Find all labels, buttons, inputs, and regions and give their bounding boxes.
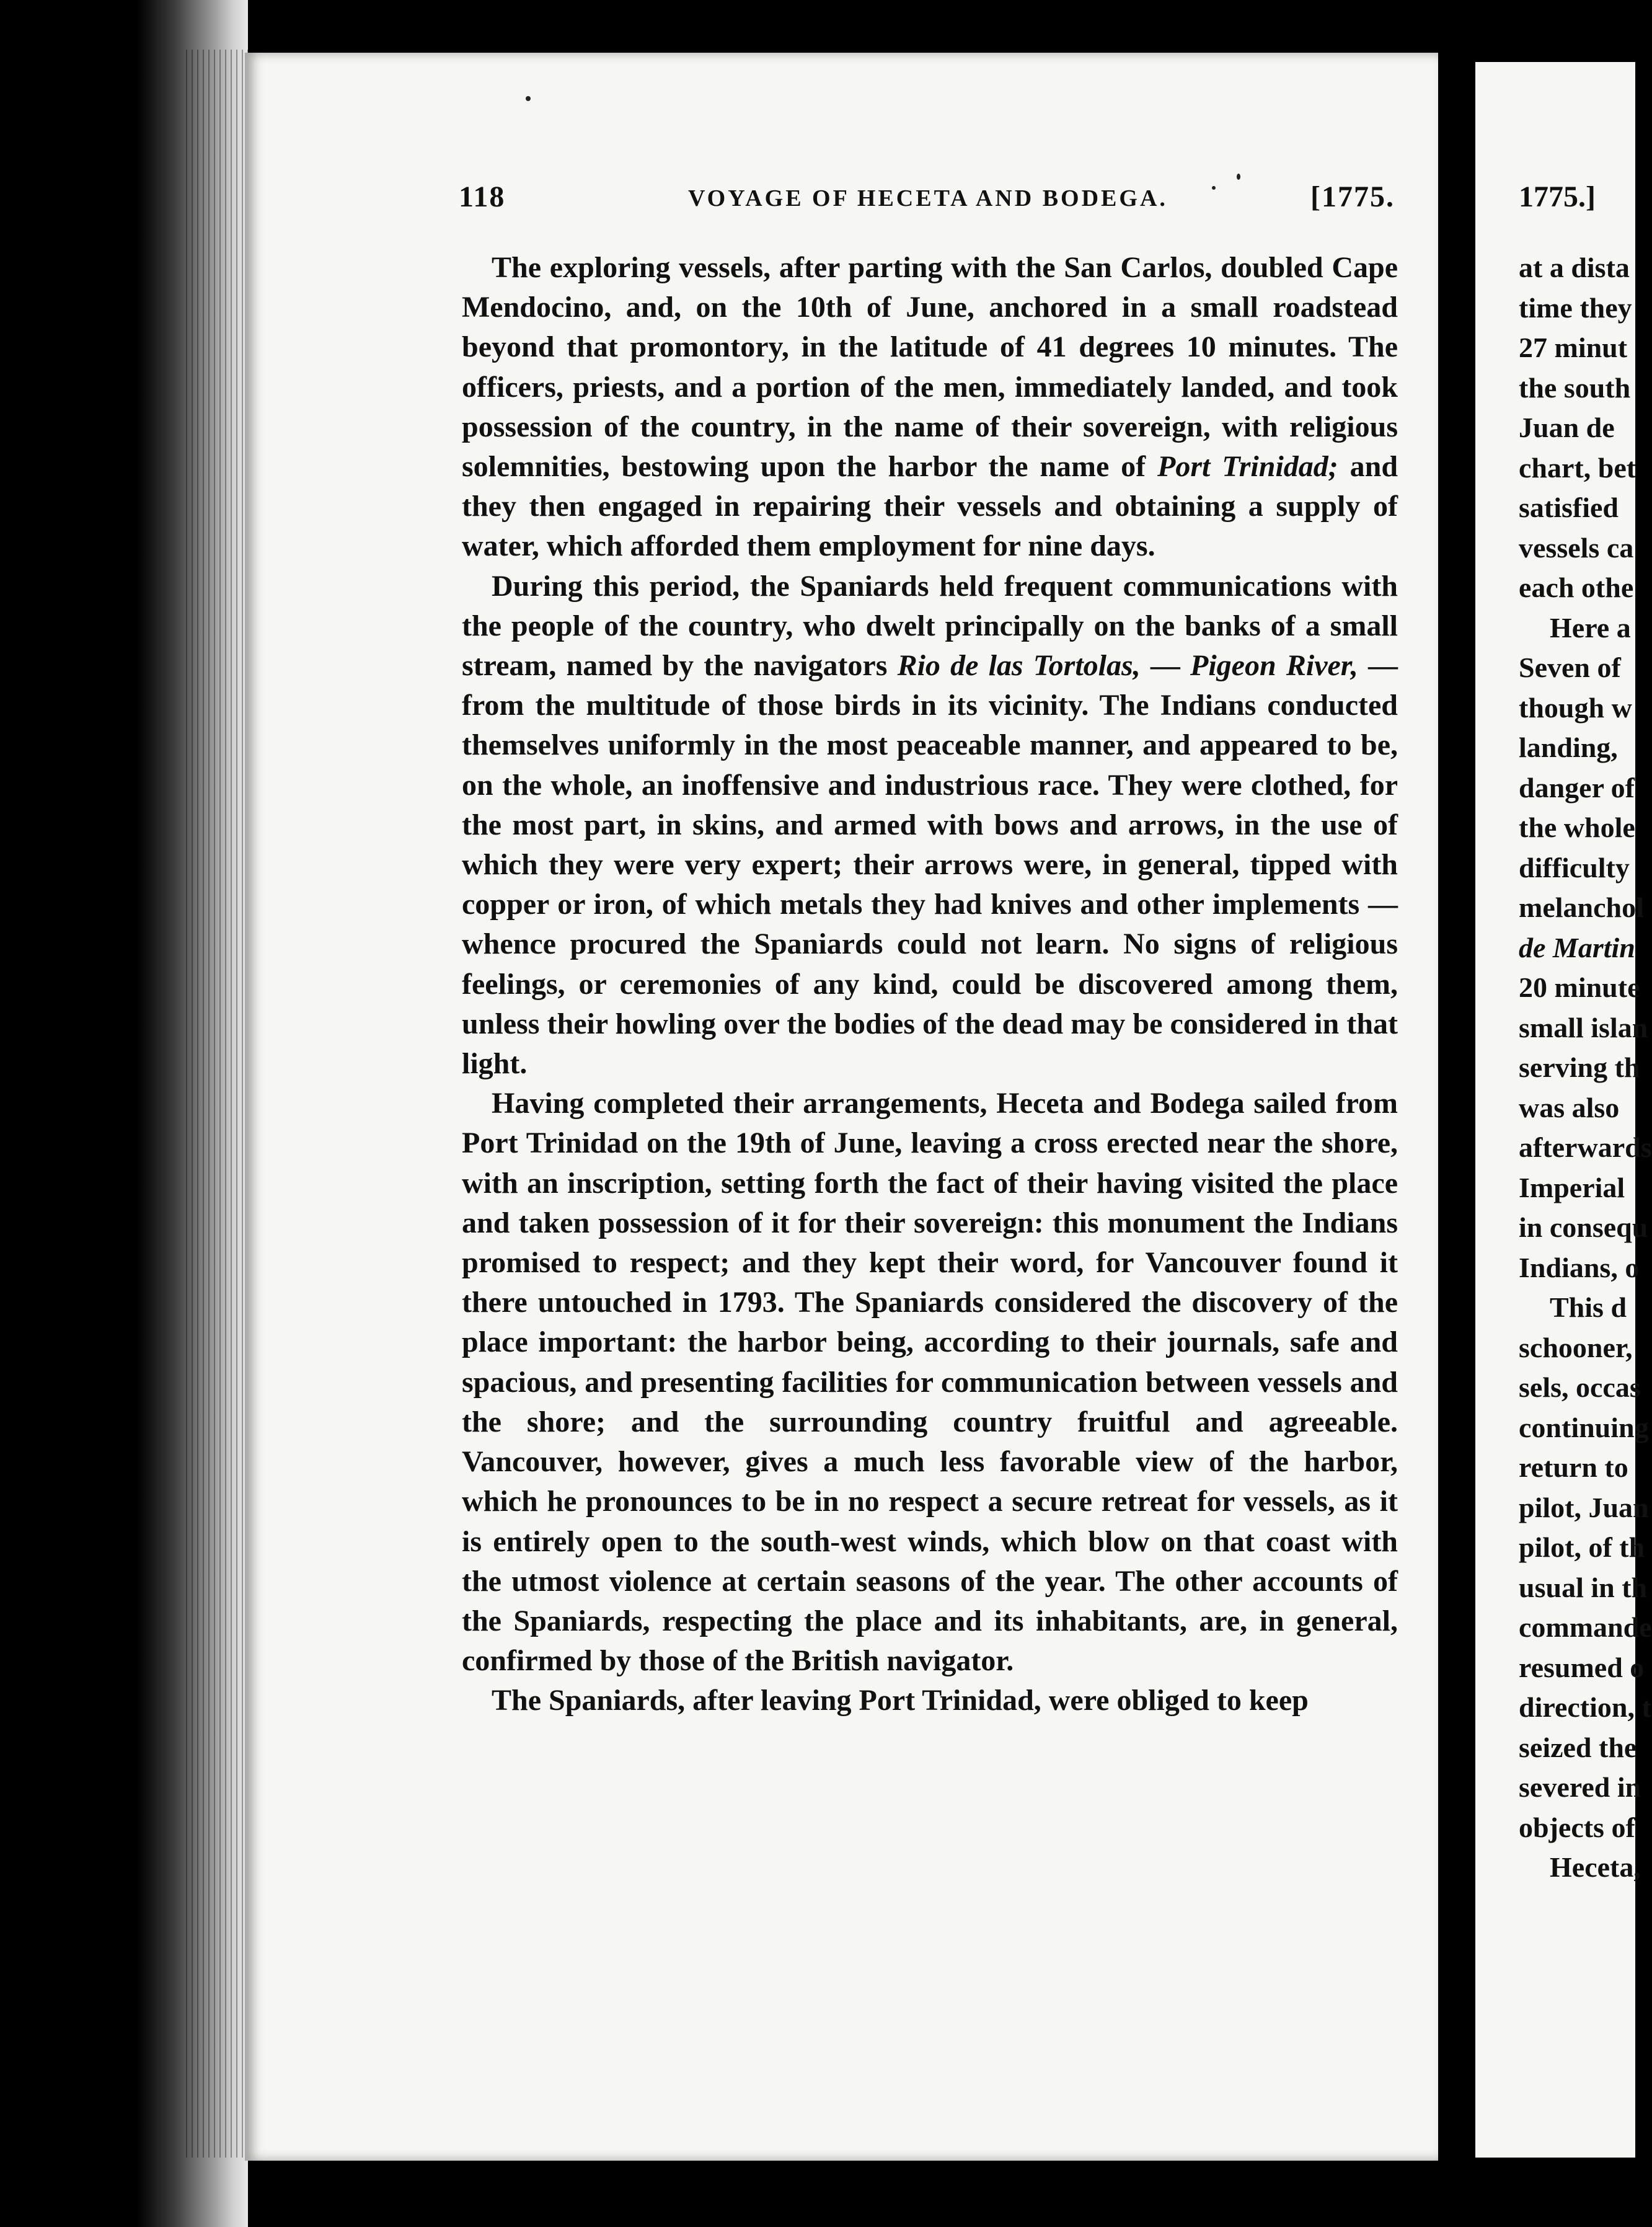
paragraph bbox=[462, 1681, 1398, 1720]
right-page-line: time they bbox=[1519, 291, 1632, 324]
header-year: [1775. bbox=[1310, 180, 1395, 213]
right-page-line: This d bbox=[1550, 1291, 1627, 1323]
speck bbox=[1212, 186, 1216, 190]
paragraph bbox=[462, 1084, 1398, 1681]
right-page-line: Indians, o bbox=[1519, 1251, 1640, 1283]
right-page-line: danger of bbox=[1519, 771, 1635, 804]
speck bbox=[1237, 174, 1240, 180]
right-page-line: afterwards bbox=[1519, 1131, 1652, 1163]
right-page-line: continuing bbox=[1519, 1411, 1649, 1443]
italic-text: Pigeon River, bbox=[1190, 649, 1358, 683]
right-page-line: difficulty bbox=[1519, 851, 1630, 883]
right-page-line: Heceta, bbox=[1550, 1851, 1641, 1883]
right-page-line: 27 minut bbox=[1519, 332, 1628, 363]
right-page-line: each othe bbox=[1519, 572, 1634, 603]
right-page-line: seized the bbox=[1519, 1731, 1637, 1763]
right-page-line: vessels ca bbox=[1519, 531, 1634, 564]
right-page-line: Juan de bbox=[1519, 412, 1615, 443]
right-page-line: objects of bbox=[1519, 1811, 1635, 1843]
right-page-line: pilot, of th bbox=[1519, 1531, 1645, 1563]
right-page-line: commande bbox=[1519, 1611, 1652, 1643]
italic-text: Port Trinidad; bbox=[1157, 450, 1338, 484]
right-page-line: return to bbox=[1519, 1451, 1628, 1483]
right-page-line: Seven of bbox=[1519, 652, 1621, 683]
right-page-line: schooner, bbox=[1519, 1331, 1633, 1363]
right-page-line: Here a bbox=[1550, 611, 1631, 644]
right-page-line: satisfied bbox=[1519, 492, 1619, 523]
running-title: VOYAGE OF HECETA AND BODEGA. bbox=[688, 185, 1168, 211]
right-page-line: chart, bet bbox=[1519, 451, 1637, 484]
body-text bbox=[462, 248, 1398, 1721]
right-page-line: pilot, Juan bbox=[1519, 1491, 1649, 1523]
page-edges bbox=[186, 50, 248, 2158]
speck bbox=[526, 96, 531, 101]
right-page-line: landing, bbox=[1519, 732, 1618, 763]
page-number: 118 bbox=[459, 180, 506, 213]
paragraph bbox=[462, 248, 1398, 567]
right-page-line: small islan bbox=[1519, 1011, 1648, 1043]
right-page-line: Imperial bbox=[1519, 1171, 1625, 1203]
text-segment: — from the multitude of those birds in its vicinity. The Indians conducted themselves uniformly in the most peaceable manner, and appeared to be, on the whole, an inoffensive and industrious race. They were clothed, for the most part, in skins, and armed with bows and arrows, in the use of which they were very expert; their arrows were, in general, tipped with copper or iron, of which metals they had knives and other implements — whence procured the Spaniards could not learn. No signs of religious feelings, or ceremonies of any kind, could be discovered among them, unless their howling over the bodies of the dead may be considered in that light. bbox=[462, 649, 1398, 1081]
italic-text: Rio de las Tortolas, bbox=[897, 649, 1141, 683]
right-page-line: 20 minute bbox=[1519, 972, 1640, 1003]
right-page-line: though w bbox=[1519, 691, 1632, 724]
page-header bbox=[459, 180, 1395, 223]
right-page-line: was also bbox=[1519, 1091, 1620, 1123]
right-page-line: usual in th bbox=[1519, 1571, 1648, 1603]
text-segment: The Spaniards, after leaving Port Trinidad, were obliged to keep bbox=[492, 1684, 1309, 1717]
text-segment: During this period, the Spaniards held frequent communications with the people of the country, who dwelt principally on the banks of a small stream, named by the navigators bbox=[462, 569, 1398, 683]
right-page-text bbox=[1519, 248, 1652, 1888]
right-page-line: at a dista bbox=[1519, 252, 1630, 283]
right-page-line: de Martin bbox=[1519, 931, 1635, 963]
text-segment: — bbox=[1140, 649, 1191, 683]
text-segment: and they then engaged in repairing their vessels and obtaining a supply of water, which afforded them employment for nine days. bbox=[462, 450, 1398, 563]
right-page-line: direction, t bbox=[1519, 1691, 1651, 1723]
right-page-line: in consequ bbox=[1519, 1211, 1648, 1243]
right-page-line: sels, occas bbox=[1519, 1371, 1641, 1403]
right-page bbox=[1475, 62, 1652, 2158]
page-gutter bbox=[1438, 0, 1475, 2227]
right-page-line: severed in bbox=[1519, 1771, 1641, 1803]
text-segment: Having completed their arrangements, Heceta and Bodega sailed from Port Trinidad on the 19th of June, leaving a cross erected near the shore, with an inscription, setting forth the fact of their having visited the place and taken possession of it for their sovereign: this monument the Indians promised to respect; and they kept their word, for Vancouver found it there untouched in 1793. The Spaniards considered the discovery of the place important: the harbor being, according to their journals, safe and spacious, and presenting facilities for communication between vessels and the shore; and the surrounding country fruitful and agreeable. Vancouver, however, gives a much less favorable view of the harbor, which he pronounces to be in no respect a secure retreat for vessels, as it is entirely open to the south-west winds, which blow on that coast with the utmost violence at certain seasons of the year. The other accounts of the Spaniards, respecting the place and its inhabitants, are, in general, confirmed by those of the British navigator. bbox=[462, 1087, 1398, 1678]
right-page-line: resumed o bbox=[1519, 1651, 1645, 1683]
right-page-year: 1775.] bbox=[1519, 180, 1596, 213]
text-segment: The exploring vessels, after parting with the San Carlos, doubled Cape Mendocino, and, on the 10th of June, anchored in a small roadstead beyond that promontory, in the latitude of 41 degrees 10 minutes. The officers, priests, and a portion of the men, immediately landed, and took possession of the country, in the name of their sovereign, with religious solemnities, bestowing upon the harbor the name of bbox=[462, 251, 1398, 484]
right-page-line: the whole bbox=[1519, 812, 1635, 843]
paragraph bbox=[462, 567, 1398, 1084]
right-page-line: melanchol bbox=[1519, 892, 1644, 923]
right-page-line: the south bbox=[1519, 371, 1631, 404]
right-page-line: serving th bbox=[1519, 1052, 1640, 1083]
